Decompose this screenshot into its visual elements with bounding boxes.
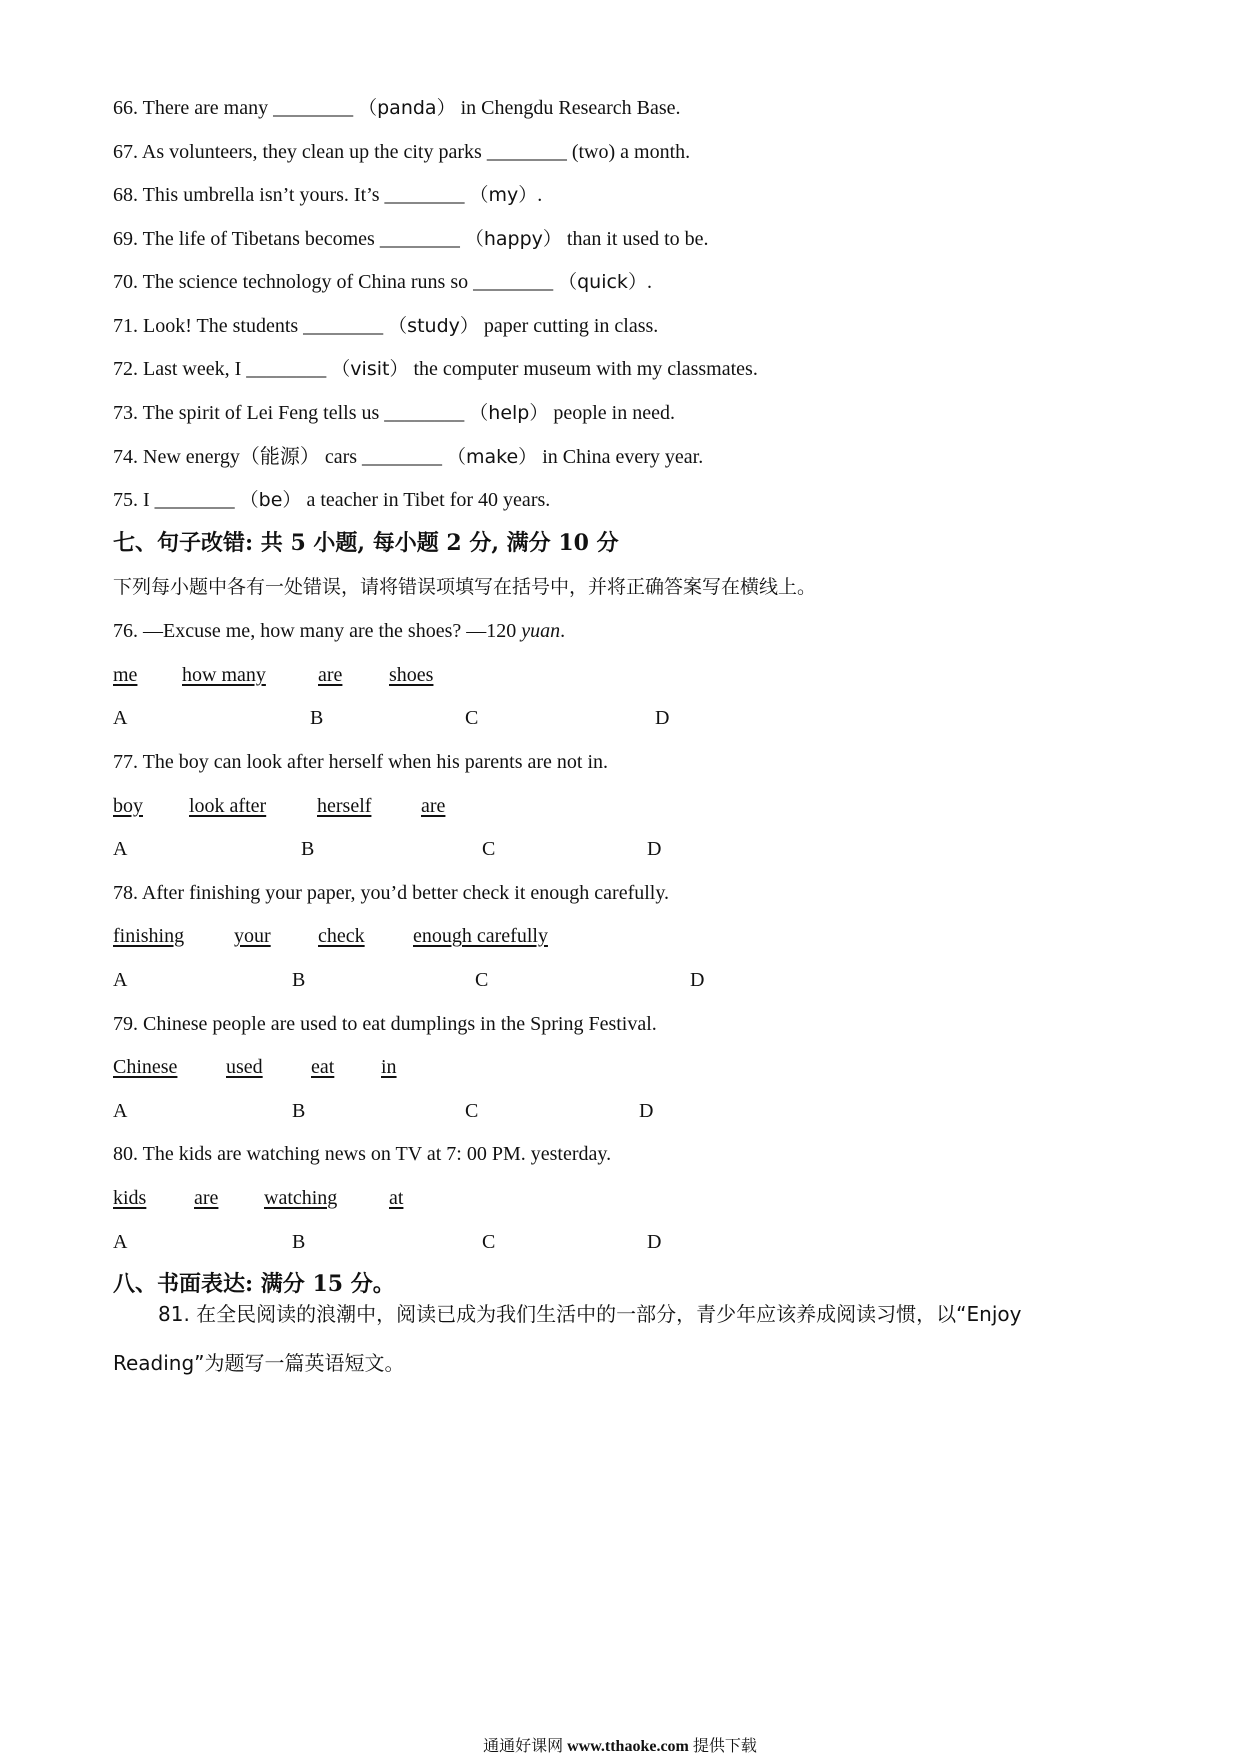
section-7-heading: 七、句子改错: 共 5 小题, 每小题 2 分, 满分 10 分 <box>113 530 619 556</box>
option-b-letter: B <box>301 838 315 860</box>
answer-blank[interactable]: ________ <box>273 97 354 119</box>
option-d-letter: D <box>639 1100 654 1122</box>
question-71: 71. Look! The students ________ （study） paper cutting in class. <box>113 315 659 337</box>
question-74: 74. New energy（能源） cars ________ （make） in China every year. <box>113 446 704 468</box>
question-79-sentence: 79. Chinese people are used to eat dumplings in the Spring Festival. <box>113 1013 657 1035</box>
question-70: 70. The science technology of China runs so ________ （quick）. <box>113 271 652 293</box>
option-c-letter: C <box>465 1100 479 1122</box>
option-b-letter: B <box>292 1100 306 1122</box>
answer-blank[interactable]: ________ <box>246 358 327 380</box>
question-76-sentence: 76. —Excuse me, how many are the shoes? —120 yuan. <box>113 620 566 642</box>
option-d-text[interactable]: at <box>389 1187 404 1209</box>
question-67: 67. As volunteers, they clean up the city parks ________ (two) a month. <box>113 141 691 163</box>
question-75: 75. I ________ （be） a teacher in Tibet for 40 years. <box>113 489 551 511</box>
question-69: 69. The life of Tibetans becomes ________ （happy） than it used to be. <box>113 228 709 250</box>
answer-blank[interactable]: ________ <box>303 315 384 337</box>
option-d-letter: D <box>655 707 670 729</box>
answer-blank[interactable]: ________ <box>379 228 460 250</box>
option-b-text[interactable]: are <box>194 1187 219 1209</box>
answer-blank[interactable]: ________ <box>154 489 235 511</box>
option-a-letter: A <box>113 707 128 729</box>
option-a-letter: A <box>113 838 128 860</box>
question-73: 73. The spirit of Lei Feng tells us ________ （help） people in need. <box>113 402 675 424</box>
option-b-text[interactable]: how many <box>182 664 266 686</box>
option-b-text[interactable]: look after <box>189 795 267 817</box>
question-77-sentence: 77. The boy can look after herself when his parents are not in. <box>113 751 609 773</box>
option-a-text[interactable]: me <box>113 664 138 686</box>
option-a-letter: A <box>113 969 128 991</box>
question-72: 72. Last week, I ________ （visit） the computer museum with my classmates. <box>113 358 758 380</box>
answer-blank[interactable]: ________ <box>486 141 567 163</box>
option-a-text[interactable]: Chinese <box>113 1056 178 1078</box>
answer-blank[interactable]: ________ <box>384 184 465 206</box>
question-78-sentence: 78. After finishing your paper, you’d better check it enough carefully. <box>113 882 670 904</box>
option-d-letter: D <box>690 969 705 991</box>
option-b-letter: B <box>292 969 306 991</box>
option-a-text[interactable]: boy <box>113 795 143 817</box>
option-c-text[interactable]: herself <box>317 795 372 817</box>
option-b-letter: B <box>292 1231 306 1253</box>
section-8-heading: 八、书面表达: 满分 15 分。 <box>113 1271 395 1297</box>
option-c-text[interactable]: check <box>318 925 365 947</box>
option-d-letter: D <box>647 838 662 860</box>
option-a-text[interactable]: finishing <box>113 925 185 947</box>
option-a-letter: A <box>113 1231 128 1253</box>
option-c-text[interactable]: eat <box>311 1056 335 1078</box>
option-d-text[interactable]: shoes <box>389 664 434 686</box>
option-a-text[interactable]: kids <box>113 1187 147 1209</box>
question-68: 68. This umbrella isn’t yours. It’s ________ （my）. <box>113 184 543 206</box>
page-footer: 通通好课网 www.tthaoke.com 提供下载 <box>483 1736 757 1755</box>
answer-blank[interactable]: ________ <box>362 446 443 468</box>
option-d-text[interactable]: enough carefully <box>413 925 548 947</box>
option-b-text[interactable]: used <box>226 1056 263 1078</box>
option-a-letter: A <box>113 1100 128 1122</box>
answer-blank[interactable]: ________ <box>473 271 554 293</box>
footer-site-link[interactable]: www.tthaoke.com <box>567 1738 689 1755</box>
option-d-text[interactable]: in <box>381 1056 397 1078</box>
option-c-text[interactable]: are <box>318 664 343 686</box>
answer-blank[interactable]: ________ <box>384 402 465 424</box>
question-66: 66. There are many ________ （panda） in Chengdu Research Base. <box>113 97 681 119</box>
option-d-text[interactable]: are <box>421 795 446 817</box>
option-c-letter: C <box>465 707 479 729</box>
option-d-letter: D <box>647 1231 662 1253</box>
option-c-letter: C <box>482 1231 496 1253</box>
option-b-text[interactable]: your <box>234 925 271 947</box>
question-80-sentence: 80. The kids are watching news on TV at 7: 00 PM. yesterday. <box>113 1143 612 1165</box>
section-7-instruction: 下列每小题中各有一处错误，请将错误项填写在括号中，并将正确答案写在横线上。 <box>113 576 817 598</box>
option-c-letter: C <box>482 838 496 860</box>
option-c-letter: C <box>475 969 489 991</box>
option-c-text[interactable]: watching <box>264 1187 338 1209</box>
option-b-letter: B <box>310 707 324 729</box>
writing-prompt: 81. 在全民阅读的浪潮中，阅读已成为我们生活中的一部分，青少年应该养成阅读习惯，以“Enjoy Reading”为题写一篇英语短文。 <box>113 1302 1022 1375</box>
